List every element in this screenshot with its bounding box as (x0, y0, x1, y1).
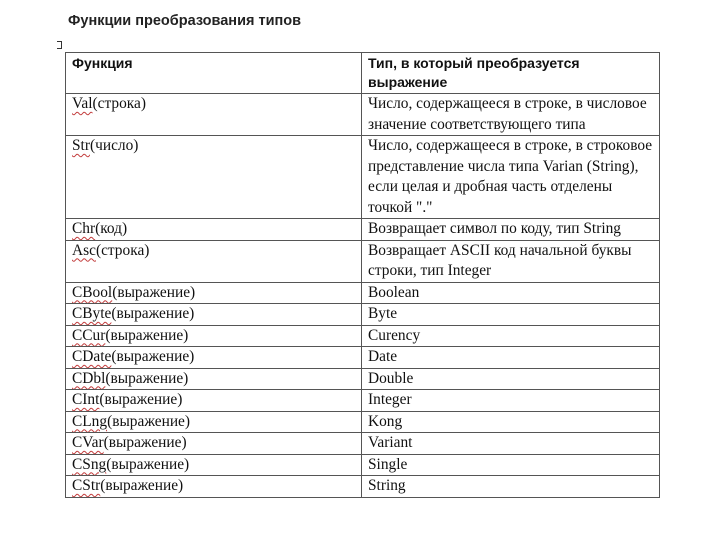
table-row (66, 454, 660, 476)
type-conversion-table (65, 52, 660, 498)
result-type-cell: Single (362, 454, 660, 476)
table-body (66, 94, 660, 498)
function-cell (66, 136, 362, 219)
function-argument: (строка) (95, 241, 150, 259)
function-argument: (выражение) (106, 455, 190, 473)
function-name: CVar (72, 434, 104, 451)
table-row (66, 411, 660, 433)
result-type-cell: Byte (362, 304, 660, 326)
function-argument: (выражение) (100, 477, 184, 494)
result-type-cell: Integer (362, 390, 660, 412)
function-argument: (выражение) (105, 369, 189, 387)
function-argument: (выражение) (103, 434, 187, 451)
function-argument: (выражение) (112, 283, 196, 301)
function-name: CBool (72, 283, 113, 301)
function-cell (66, 390, 362, 412)
table-row (66, 219, 660, 241)
table-row (66, 368, 660, 390)
function-name: Val (72, 95, 93, 112)
function-name: Str (72, 137, 90, 154)
function-name: CStr (72, 477, 101, 494)
function-name: CCur (72, 326, 106, 344)
function-argument: (выражение) (111, 305, 195, 322)
function-argument: (выражение) (107, 412, 191, 430)
function-name: CSng (72, 455, 107, 473)
function-cell (66, 433, 362, 455)
result-type-cell: Число, содержащееся в строке, в строковое представление числа типа Varian (String), если целая и дробная часть отделены точкой "." (362, 136, 660, 219)
table-row (66, 325, 660, 347)
result-type-cell: Date (362, 347, 660, 369)
function-argument: (выражение) (105, 326, 189, 344)
result-type-cell: Variant (362, 433, 660, 455)
function-name: CDbl (72, 369, 106, 387)
function-name: Chr (72, 220, 96, 237)
result-type-cell: Возвращает ASCII код начальной буквы строки, тип Integer (362, 240, 660, 282)
function-argument: (выражение) (111, 348, 195, 365)
function-name: CByte (72, 305, 112, 322)
table-row (66, 476, 660, 498)
table-header-row (66, 53, 660, 94)
function-cell (66, 240, 362, 282)
function-argument: (строка) (92, 95, 146, 112)
function-argument: (выражение) (99, 391, 183, 408)
table-row (66, 136, 660, 219)
function-name: CLng (72, 412, 108, 430)
function-argument: (код) (95, 220, 128, 237)
table-row (66, 433, 660, 455)
function-cell (66, 219, 362, 241)
result-type-cell: Число, содержащееся в строке, в числовое значение соответствующего типа (362, 94, 660, 136)
page-title: Функции преобразования типов (68, 13, 302, 29)
function-cell (66, 454, 362, 476)
table-row (66, 347, 660, 369)
function-cell (66, 411, 362, 433)
result-type-cell: Boolean (362, 282, 660, 304)
function-cell (66, 282, 362, 304)
header-function: Функция (66, 53, 362, 94)
function-cell (66, 304, 362, 326)
result-type-cell: Kong (362, 411, 660, 433)
function-cell (66, 368, 362, 390)
function-name: CDate (72, 348, 112, 365)
function-name: Asc (72, 241, 96, 259)
result-type-cell: String (362, 476, 660, 498)
table-row (66, 94, 660, 136)
table-row (66, 282, 660, 304)
function-name: CInt (72, 391, 100, 408)
header-result-type: Тип, в который преобразуется выражение (362, 53, 660, 94)
function-cell (66, 94, 362, 136)
result-type-cell: Double (362, 368, 660, 390)
result-type-cell: Curency (362, 325, 660, 347)
table-row (66, 304, 660, 326)
table-row (66, 240, 660, 282)
function-cell (66, 325, 362, 347)
table-row (66, 390, 660, 412)
function-argument: (число) (89, 137, 139, 154)
function-cell (66, 476, 362, 498)
result-type-cell: Возвращает символ по коду, тип String (362, 219, 660, 241)
paragraph-marker (57, 41, 62, 49)
function-cell (66, 347, 362, 369)
